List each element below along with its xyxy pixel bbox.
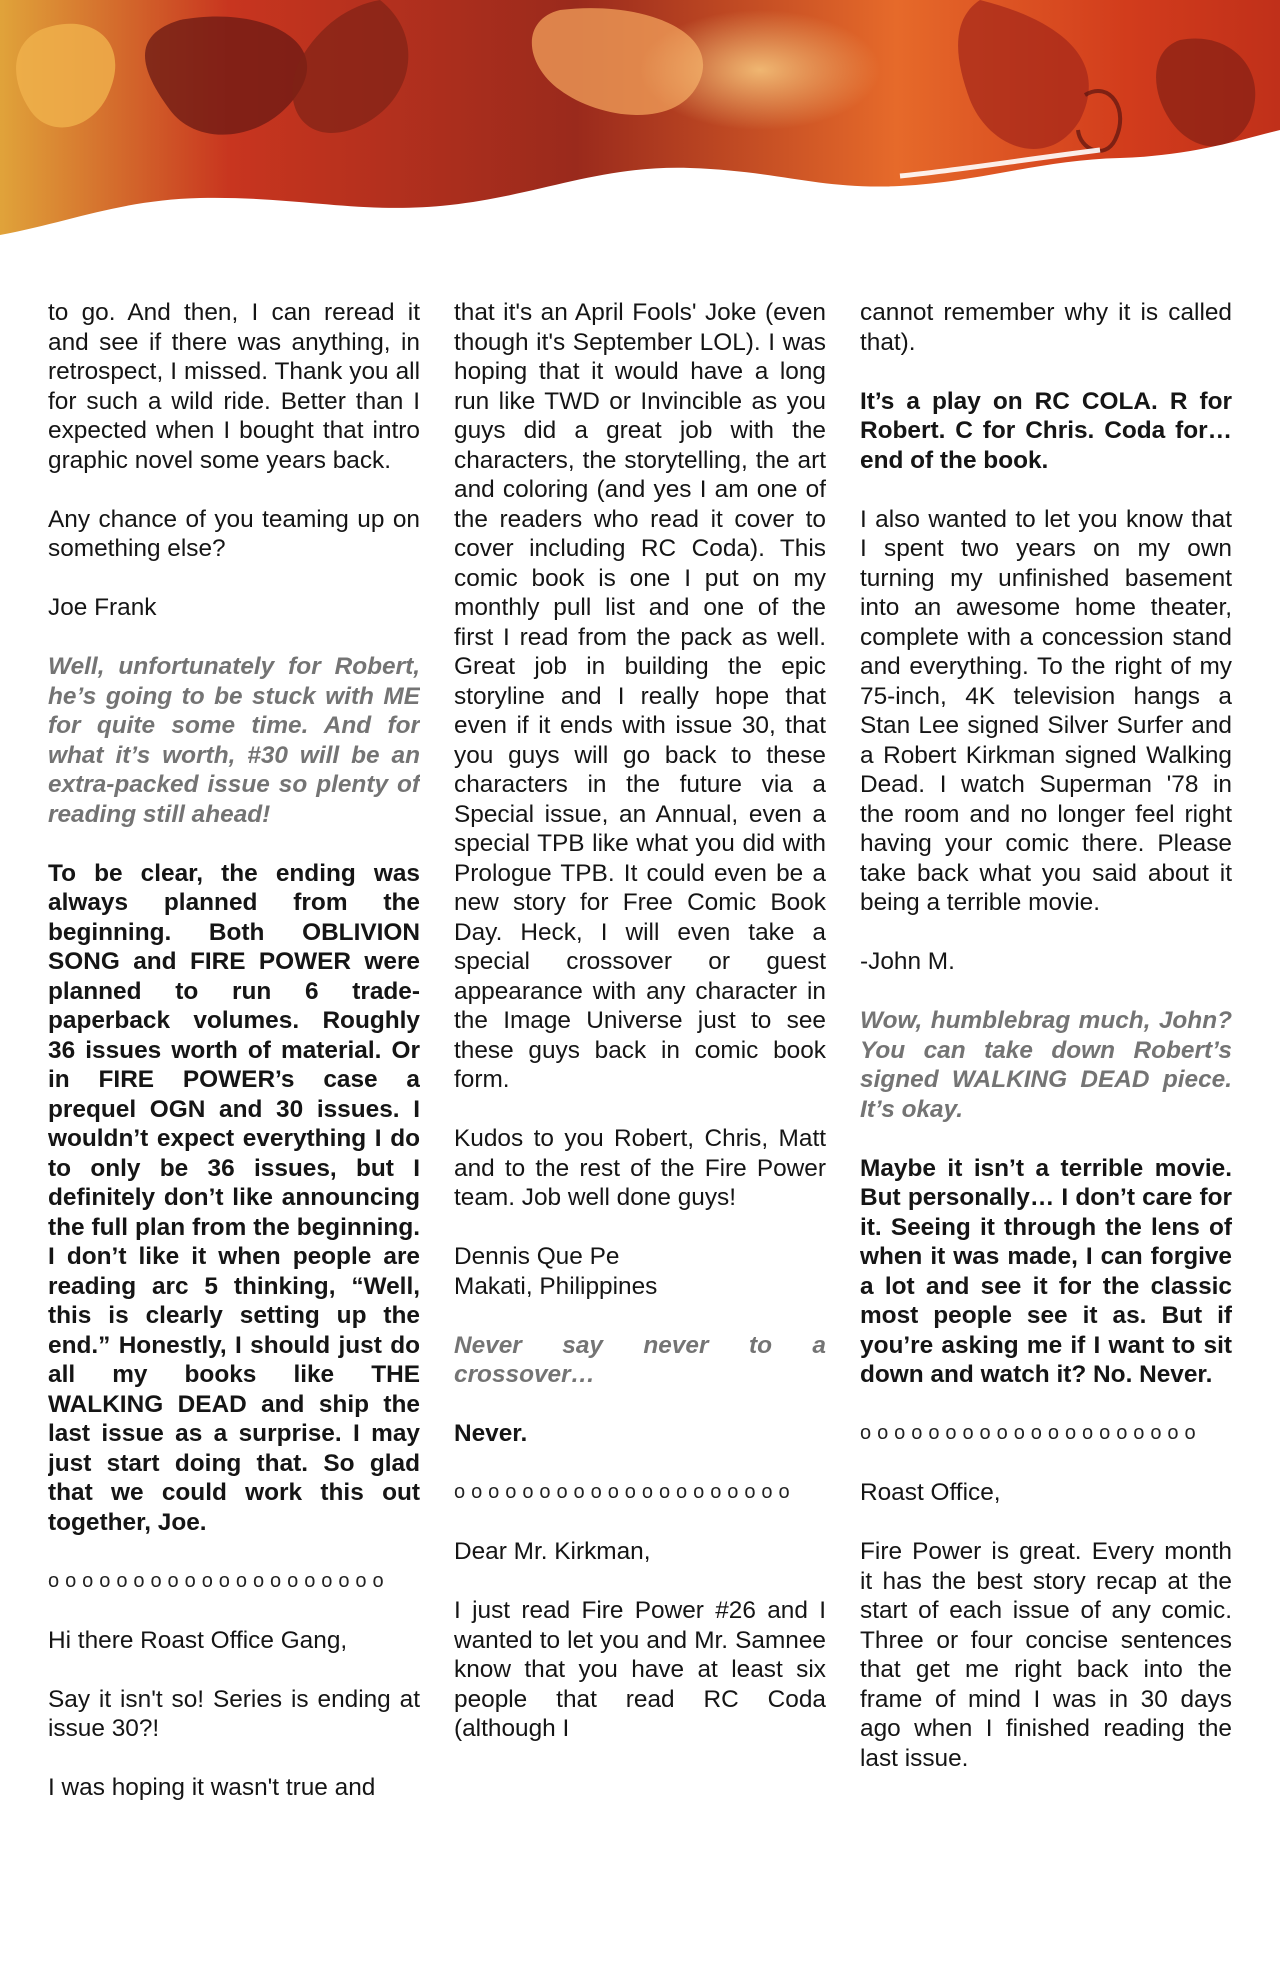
letter-paragraph: I just read Fire Power #26 and I wanted to let you and Mr. Samnee know that you have at least six people that read RC Coda (although I — [454, 1597, 826, 1742]
letter-signature: -John M. — [860, 948, 955, 975]
header-art-banner — [0, 0, 1280, 270]
letter-greeting: Dear Mr. Kirkman, — [454, 1538, 651, 1565]
letters-columns — [48, 298, 1232, 1958]
author-reply: Maybe it isn’t a terrible movie. But personally… I don’t care for it. Seeing it through the lens of when it was made, I can forgive a lot and see it for the classic most people see it as. But if you’re asking me if I want to sit down and watch it? No. Never. — [860, 1154, 1232, 1388]
author-reply: Never. — [454, 1420, 528, 1447]
letter-paragraph: Say it isn't so! Series is ending at issue 30?! — [48, 1685, 420, 1742]
column-1 — [48, 298, 420, 1958]
letter-paragraph: I was hoping it wasn't true and — [48, 1774, 376, 1801]
letter-divider: o o o o o o o o o o o o o o o o o o o o — [454, 1481, 790, 1503]
column-2 — [454, 298, 826, 1958]
column-3 — [860, 298, 1232, 1958]
letter-paragraph: Fire Power is great. Every month it has the best story recap at the start of each issue of any comic. Three or four concise sentences that get me right back into the frame of mind I was in 30 days ago when I finished reading the last issue. — [860, 1538, 1232, 1772]
letter-paragraph: cannot remember why it is called that). — [860, 299, 1232, 356]
letter-signature: Dennis Que Pe — [454, 1243, 620, 1270]
letter-divider: o o o o o o o o o o o o o o o o o o o o — [48, 1569, 384, 1592]
letter-paragraph: that it's an April Fools' Joke (even though it's September LOL). I was hoping that it would have a long run like TWD or Invincible as you guys did a great job with the characters, the storytelling, the art and coloring (and yes I am one of the readers who read it cover to cover including RC Coda). This comic book is one I put on my monthly pull list and one of the first I read from the pack as well. Great job in building the epic storyline and I really hope that even if it ends with issue 30, that you guys will go back to these characters in the future via a Special issue, an Annual, even a special TPB like what you did with Prologue TPB. It could even be a new story for Free Comic Book Day. Heck, I will even take a special crossover or guest appearance with any character in the Image Universe just to see these guys back in comic book form. — [454, 299, 826, 1093]
author-reply: To be clear, the ending was always planned from the beginning. Both OBLIVION SONG and FIRE POWER were planned to run 6 trade-paperback volumes. Roughly 36 issues worth of material. Or in FIRE POWER’s case a prequel OGN and 30 issues. I wouldn’t expect everything I do to only be 36 issues, but I definitely don’t like announcing the full plan from the beginning. I don’t like it when people are reading arc 5 thinking, “Well, this is clearly setting up the end.” Honestly, I should just do all my books like THE WALKING DEAD and ship the last issue as a surprise. I may just start doing that. So glad that we could work this out together, Joe. — [48, 859, 420, 1536]
letter-paragraph: Any chance of you teaming up on something else? — [48, 505, 420, 562]
letter-paragraph: to go. And then, I can reread it and see if there was anything, in retrospect, I missed. Thank you all for such a wild ride. Better than I expected when I bought that intro graphic novel some years back. — [48, 299, 420, 474]
editor-reply: Never say never to a crossover… — [454, 1331, 826, 1388]
letter-paragraph: Kudos to you Robert, Chris, Matt and to the rest of the Fire Power team. Job well done guys! — [454, 1125, 826, 1211]
letter-greeting: Hi there Roast Office Gang, — [48, 1626, 348, 1654]
letter-greeting: Roast Office, — [860, 1479, 1001, 1506]
letter-divider: o o o o o o o o o o o o o o o o o o o o — [860, 1422, 1196, 1444]
letter-paragraph: I also wanted to let you know that I spent two years on my own turning my unfinished basement into an awesome home theater, complete with a concession stand and everything. To the right of my 75-inch, 4K television hangs a Stan Lee signed Silver Surfer and a Robert Kirkman signed Walking Dead. I watch Superman '78 in the room and no longer feel right having your comic there. Please take back what you said about it being a terrible movie. — [860, 505, 1232, 916]
editor-reply: Wow, humblebrag much, John? You can take down Robert’s signed WALKING DEAD piece. It’s okay. — [860, 1007, 1232, 1123]
editor-reply: Well, unfortunately for Robert, he’s going to be stuck with ME for quite some time. And for what it’s worth, #30 will be an extra-packed issue so plenty of reading still ahead! — [48, 653, 420, 828]
letter-signature: Joe Frank — [48, 594, 157, 621]
author-reply: It’s a play on RC COLA. R for Robert. C for Chris. Coda for… end of the book. — [860, 387, 1232, 474]
letter-location: Makati, Philippines — [454, 1272, 658, 1300]
